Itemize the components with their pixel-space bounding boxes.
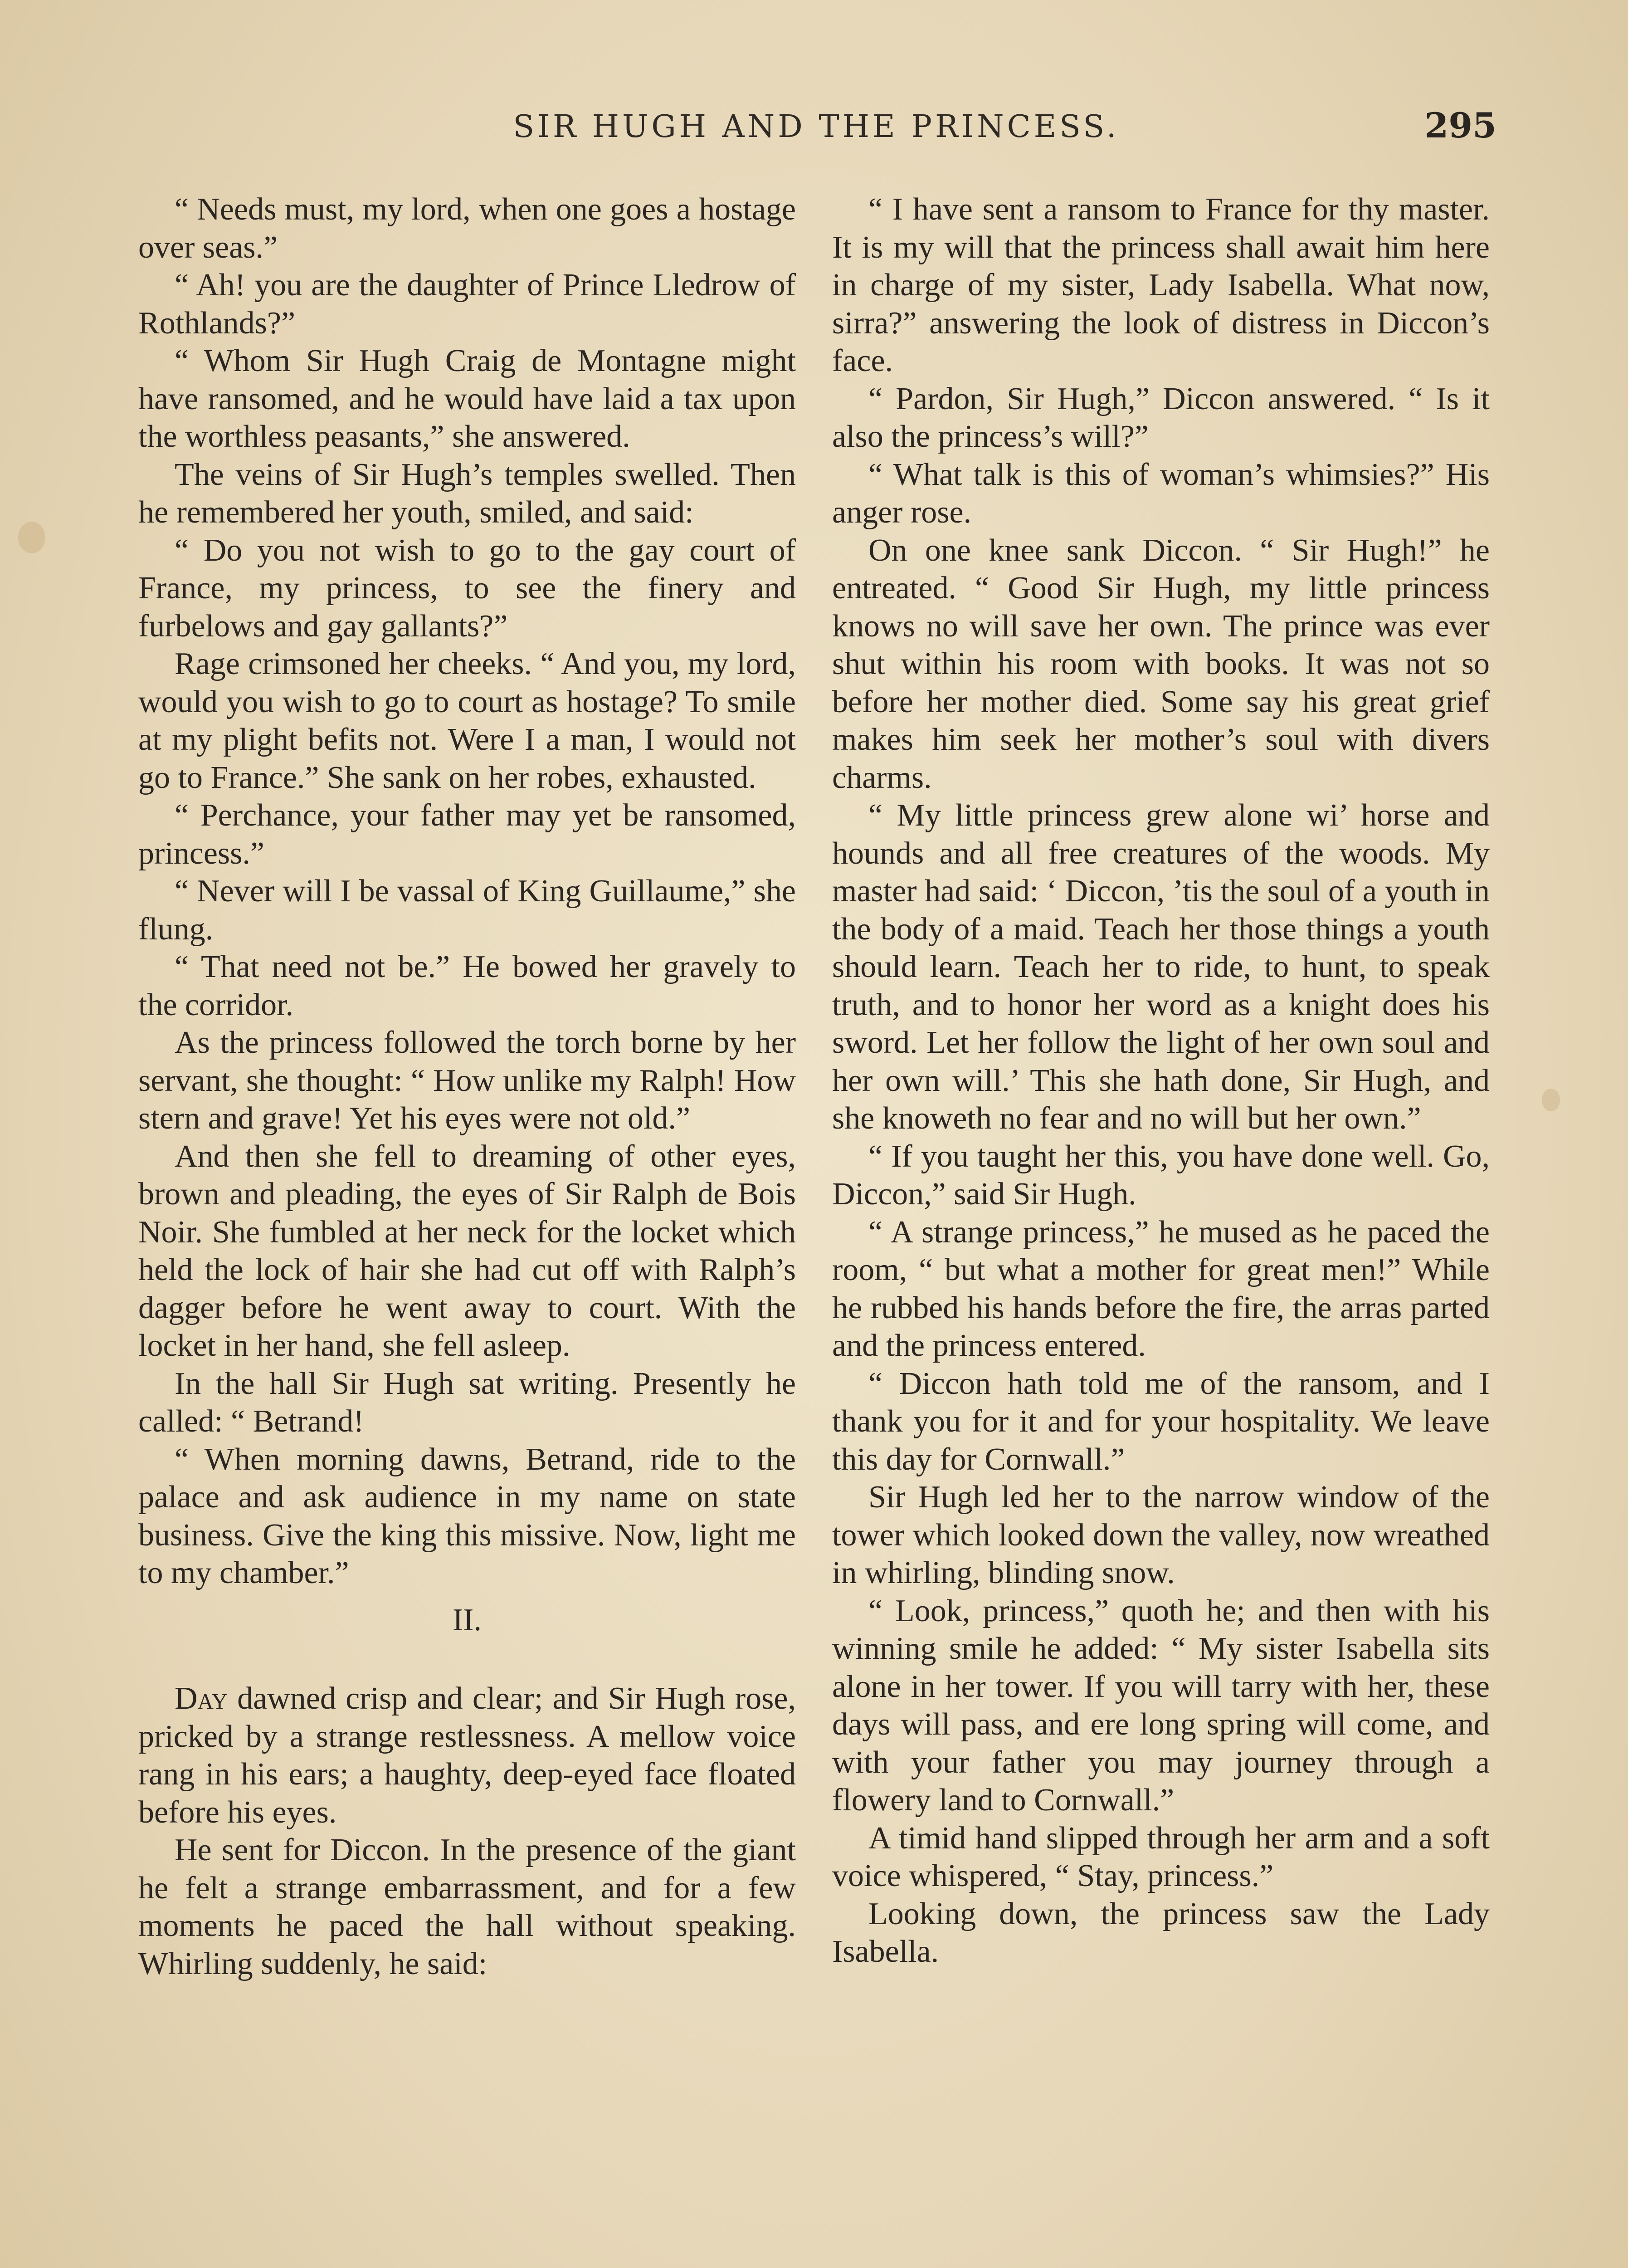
paragraph: “ When morning dawns, Betrand, ride to the palace and ask audience in my name on state business. Give the king this missive. Now, light me to my chamber.”	[138, 1442, 796, 1590]
paragraph: “ Ah! you are the daughter of Prince Lledrow of Rothlands?”	[138, 268, 796, 341]
paragraph: As the princess followed the torch borne by her servant, she thought: “ How unlike my Ralph! How stern and grave! Yet his eyes were not old.”	[138, 1025, 796, 1136]
paragraph: “ My little princess grew alone wi’ horse and hounds and all free creatures of the woods. My master had said: ‘ Diccon, ’tis the soul of a youth in the body of a maid. Teach her those things a youth should learn. Teach her to ride, to hunt, to speak truth, and to honor her word as a knight does his sword. Let her follow the light of her own soul and her own will.’ This she hath done, Sir Hugh, and she knoweth no fear and no will but her own.”	[832, 798, 1490, 1136]
section-opening-word: Day	[175, 1681, 228, 1716]
paragraph: “ What talk is this of woman’s whimsies?” His anger rose.	[832, 457, 1490, 530]
page-header	[136, 105, 1496, 159]
paragraph: The veins of Sir Hugh’s temples swelled. Then he remembered her youth, smiled, and said:	[138, 457, 796, 530]
paragraph: “ A strange princess,” he mused as he paced the room, “ but what a mother for great men!” While he rubbed his hands before the fire, the arras parted and the princess entered.	[832, 1214, 1490, 1363]
paper-stain	[1542, 1089, 1560, 1111]
right-column	[832, 191, 1490, 1971]
paragraph: “ Look, princess,” quoth he; and then with his winning smile he added: “ My sister Isabella sits alone in her tower. If you will tarry with her, these days will pass, and ere long spring will come, and with your father you may journey through a flowery land to Cornwall.”	[832, 1593, 1490, 1818]
paragraph: Looking down, the princess saw the Lady Isabella.	[832, 1896, 1490, 1969]
left-column	[138, 191, 796, 1983]
paragraph: In the hall Sir Hugh sat writing. Presently he called: “ Betrand!	[138, 1366, 796, 1439]
paragraph: He sent for Diccon. In the presence of the giant he felt a strange embarrassment, and for a few moments he paced the hall without speaking. Whirling suddenly, he said:	[138, 1833, 796, 1981]
section-heading: II.	[452, 1602, 482, 1637]
paragraph: “ Perchance, your father may yet be ransomed, princess.”	[138, 798, 796, 871]
paragraph: And then she fell to dreaming of other eyes, brown and pleading, the eyes of Sir Ralph de Bois Noir. She fumbled at her neck for the locket which held the lock of hair she had cut off with Ralph’s dagger before he went away to court. With the locket in her hand, she fell asleep.	[138, 1139, 796, 1363]
paragraph: “ If you taught her this, you have done well. Go, Diccon,” said Sir Hugh.	[832, 1139, 1490, 1212]
paragraph: “ Diccon hath told me of the ransom, and I thank you for it and for your hospitality. We leave this day for Cornwall.”	[832, 1366, 1490, 1477]
paper-stain	[18, 522, 45, 553]
paragraph: “ Pardon, Sir Hugh,” Diccon answered. “ Is it also the princess’s will?”	[832, 381, 1490, 454]
paragraph: “ I have sent a ransom to France for thy master. It is my will that the princess shall await him here in charge of my sister, Lady Isabella. What now, sirra?” answering the look of distress in Diccon’s face.	[832, 192, 1490, 378]
paragraph: “ Do you not wish to go to the gay court of France, my princess, to see the finery and furbelows and gay gallants?”	[138, 533, 796, 644]
running-title: SIR HUGH AND THE PRINCESS.	[513, 109, 1120, 145]
paragraph: Sir Hugh led her to the narrow window of the tower which looked down the valley, now wreathed in whirling, blinding snow.	[832, 1480, 1490, 1590]
paragraph: “ Whom Sir Hugh Craig de Montagne might have ransomed, and he would have laid a tax upon the worthless peasants,” she answered.	[138, 343, 796, 454]
section-opening-paragraph	[138, 1680, 796, 1831]
paragraph: Rage crimsoned her cheeks. “ And you, my lord, would you wish to go to court as hostage? To smile at my plight befits not. Were I a man, I would not go to France.” She sank on her robes, exhausted.	[138, 646, 796, 795]
page-number: 295	[1424, 105, 1496, 146]
paragraph: “ Needs must, my lord, when one goes a hostage over seas.”	[138, 192, 796, 265]
paragraph: “ Never will I be vassal of King Guillaume,” she flung.	[138, 874, 796, 947]
paragraph: A timid hand slipped through her arm and a soft voice whispered, “ Stay, princess.”	[832, 1820, 1490, 1893]
section-opening-text: dawned crisp and clear; and Sir Hugh rose, pricked by a strange restlessness. A mellow voice rang in his ears; a haughty, deep-eyed face floated before his eyes.	[138, 1681, 796, 1830]
paragraph: On one knee sank Diccon. “ Sir Hugh!” he entreated. “ Good Sir Hugh, my little princess knows no will save her own. The prince was ever shut within his room with books. It was not so before her mother died. Some say his great grief makes him seek her mother’s soul with divers charms.	[832, 533, 1490, 795]
paragraph: “ That need not be.” He bowed her gravely to the corridor.	[138, 949, 796, 1022]
